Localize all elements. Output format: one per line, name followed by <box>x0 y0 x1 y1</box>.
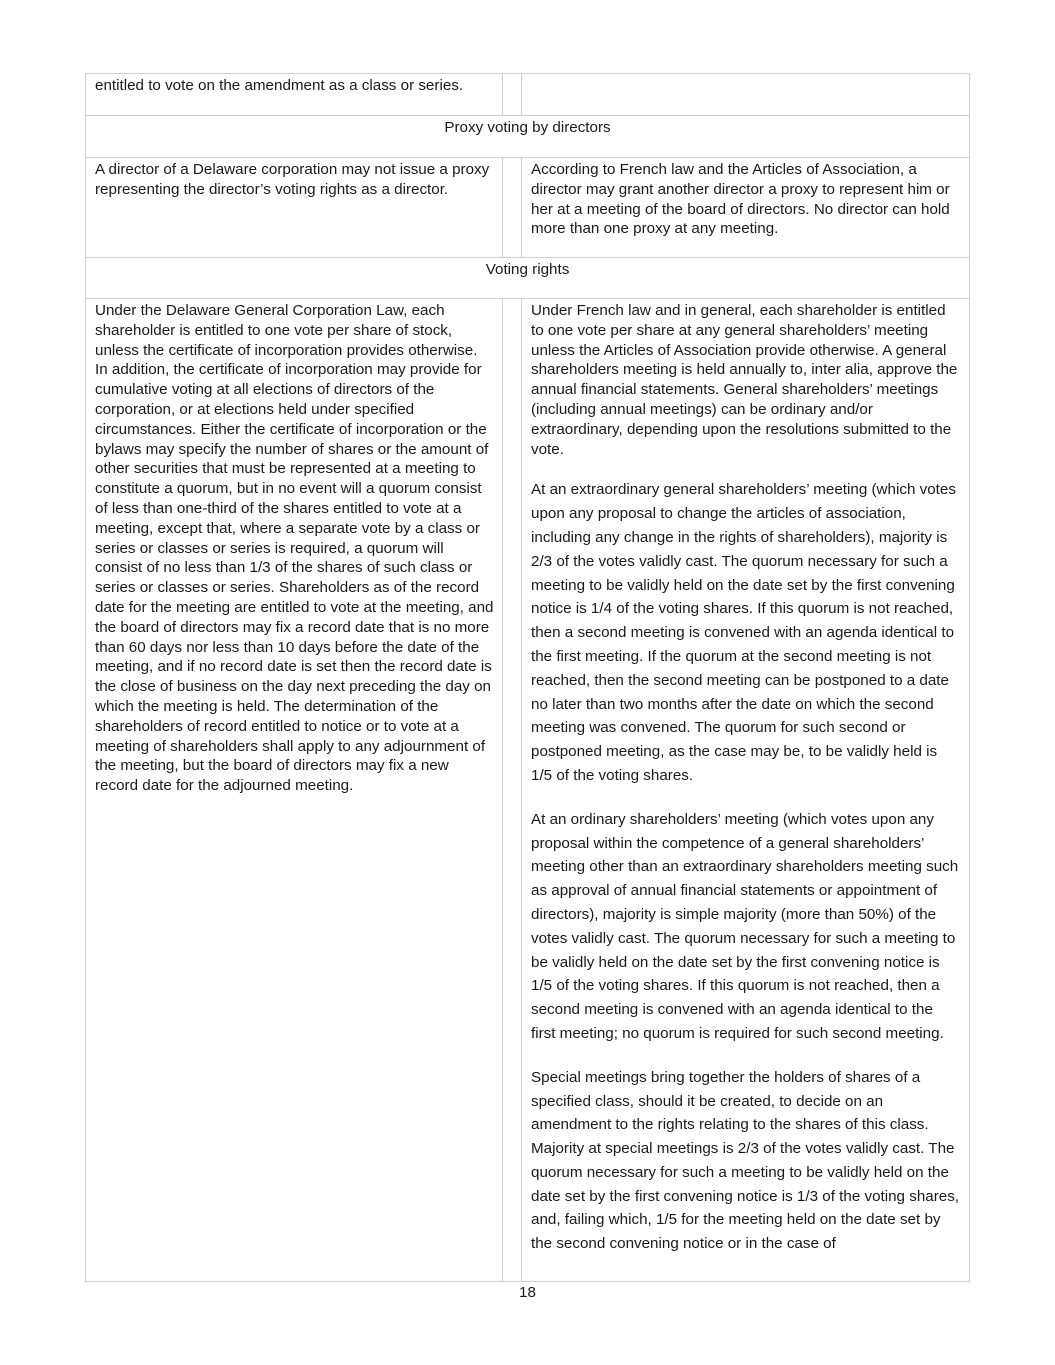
table-row-section-heading <box>86 258 969 299</box>
table-cell-france <box>522 74 969 115</box>
cell-text-container <box>522 299 969 1256</box>
table-row-voting <box>86 299 969 1281</box>
section-heading-proxy-voting: Proxy voting by directors <box>444 119 611 136</box>
table-cell-delaware <box>86 299 503 1281</box>
comparison-table <box>85 73 970 1282</box>
cell-text: Under the Delaware General Corporation Law, each shareholder is entitled to one vote per share of stock, unless the certificate of incorporation provides otherwise. In addition, the certificate of incorporation may provide for cumulative voting at all elections of directors of the corporation, or at elections held under specified circumstances. Either the certificate of incorporation or the bylaws may specify the number of shares or the amount of other securities that must be represented at a meeting to constitute a quorum, but in no event will a quorum consist of less than one-third of the shares entitled to vote at a meeting, except that, where a separate vote by a class or series or classes or series is required, a quorum will consist of no less than 1/3 of the shares of such class or series or classes or series. Shareholders as of the record date for the meeting are entitled to vote at the meeting, and the board of directors may fix a record date that is no more than 60 days nor less than 10 days before the date of the meeting, and if no record date is set then the record date is the close of business on the day next preceding the day on which the meeting is held. The determination of the shareholders of record entitled to notice or to vote at a meeting of shareholders shall apply to any adjournment of the meeting, but the board of directors may fix a new record date for the adjourned meeting. <box>95 302 494 795</box>
cell-text: entitled to vote on the amendment as a class or series. <box>95 77 464 94</box>
table-cell-delaware <box>86 158 503 257</box>
paragraph-general: Under French law and in general, each shareholder is entitled to one vote per share at any general shareholders’ meeting unless the Articles of Association provide otherwise. A general shareholders meeting is held annually to, inter alia, approve the annual financial statements. General shareholders’ meetings (including annual meetings) can be ordinary and/or extraordinary, depending upon the resolutions submitted to the vote. <box>531 302 958 458</box>
paragraph-extraordinary-meeting: At an extraordinary general shareholders’ meeting (which votes upon any proposal to change the articles of association, including any change in the rights of shareholders), majority is 2/3 of the votes validly cast. The quorum necessary for such a meeting to be validly held on the date set by the first convening notice is 1/4 of the voting shares. If this quorum is not reached, then a second meeting is convened with an agenda identical to the first meeting. If the quorum at the second meeting is not reached, then the second meeting can be postponed to a date no later than two months after the date on which the second meeting was convened. The quorum for such second or postponed meeting, as the case may be, to be validly held is 1/5 of the voting shares. <box>531 481 956 784</box>
paragraph-ordinary-meeting: At an ordinary shareholders’ meeting (which votes upon any proposal within the competence of a general shareholders’ meeting other than an extraordinary shareholders meeting such as approval of annual financial statements or appointment of directors), majority is simple majority (more than 50%) of the votes validly cast. The quorum necessary for such a meeting to be validly held on the date set by the first convening notice is 1/5 of the voting shares. If this quorum is not reached, then a second meeting is convened with an agenda identical to the first meeting; no quorum is required for such second meeting. <box>531 810 959 1042</box>
table-row-continuation <box>86 74 969 116</box>
paragraph-special-meetings: Special meetings bring together the holders of shares of a specified class, should it be created, to decide on an amendment to the rights relating to the shares of this class. Majority at special meetings is 2/3 of the votes validly cast. The quorum necessary for such a meeting to be validly held on the date set by the first convening notice is 1/3 of the voting shares, and, failing which, 1/5 for the meeting held on the date set by the second convening notice or in the case of <box>531 1068 960 1253</box>
table-cell-spacer <box>503 74 522 115</box>
table-cell-spacer <box>503 158 522 257</box>
table-cell-spacer <box>503 299 522 1281</box>
page-number: 18 <box>519 1284 536 1301</box>
cell-text: A director of a Delaware corporation may not issue a proxy representing the director’s voting rights as a director. <box>95 161 490 198</box>
section-heading-voting-rights: Voting rights <box>485 261 570 278</box>
cell-text: According to French law and the Articles of Association, a director may grant another director a proxy to represent him or her at a meeting of the board of directors. No director can hold more than one proxy at any meeting. <box>531 161 950 238</box>
table-row-section-heading <box>86 116 969 158</box>
table-cell-france <box>522 158 969 257</box>
table-cell-delaware <box>86 74 503 115</box>
table-row-proxy <box>86 158 969 258</box>
table-cell-france <box>522 299 969 1281</box>
